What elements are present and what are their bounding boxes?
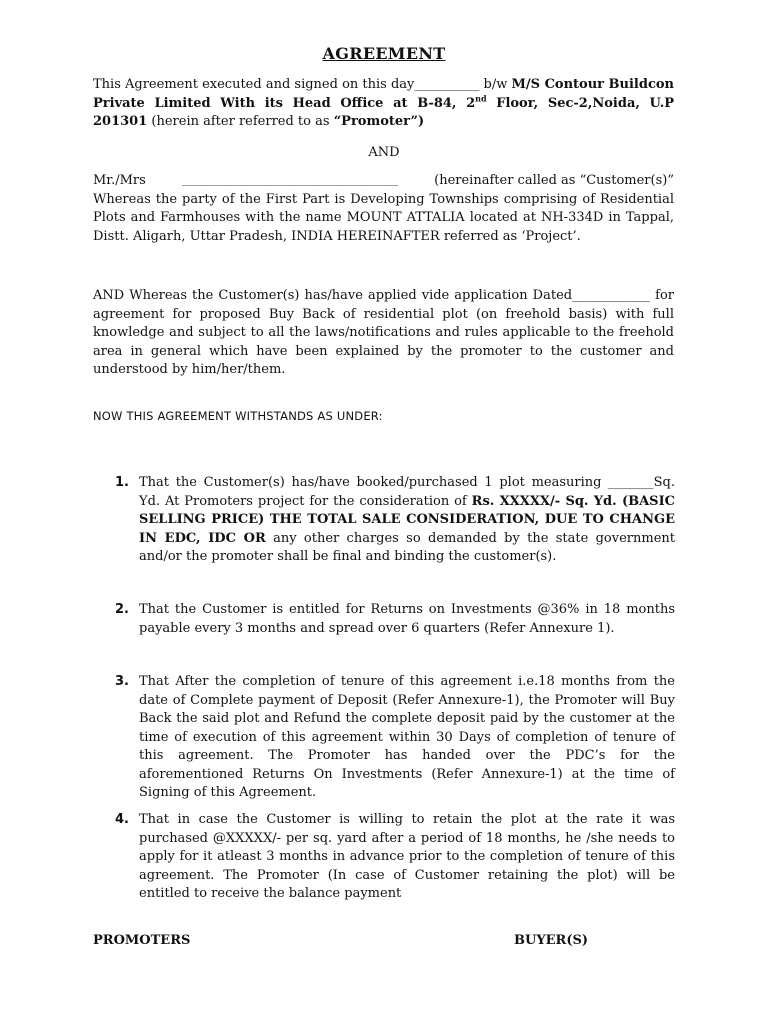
- clause-number: 3.: [115, 674, 129, 689]
- clause-number: 2.: [115, 602, 129, 617]
- customer-text: Whereas the party of the First Part is Developing Townships comprising of Residential Plots and Farmhouses with the name MOUNT ATTALIA located at NH-334D in Tappal, Distt. Aligarh, Uttar Pradesh, INDIA HEREINAFTER referred as ‘Project’.: [93, 191, 674, 244]
- company-name: M/S Contour Buildcon Private Limited With its Head Office at B-84, 2: [93, 77, 674, 111]
- clause-3: [115, 673, 675, 803]
- application-paragraph: AND Whereas the Customer(s) has/have applied vide application Dated____________ for agreement for proposed Buy Back of residential plot (on freehold basis) with full knowledge and subject to all the laws/notifications and rules applicable to the freehold area in general which have been explained by the promoter to the customer and understood by him/her/them.: [93, 288, 674, 377]
- clause-body: That After the completion of tenure of this agreement i.e.18 months from the date of Complete payment of Deposit (Refer Annexure-1), the Promoter will Buy Back the said plot and Refund the complete deposit paid by the customer at the time of execution of this agreement within 30 Days of completion of tenure of this agreement. The Promoter has handed over the PDC’s for the aforementioned Returns On Investments (Refer Annexure-1) at the time of Signing of this Agreement.: [139, 674, 675, 800]
- clause-body: That in case the Customer is willing to retain the plot at the rate it was purchased @XXXXX/- per sq. yard after a period of 18 months, he /she needs to apply for it atleast 3 months in advance prior to the completion of tenure of this agreement. The Promoter (In case of Customer retaining the plot) will be entitled to receive the balance payment: [139, 812, 675, 901]
- mr-label: Mr./Mrs: [93, 173, 146, 188]
- and-separator: AND: [368, 145, 400, 160]
- document-title: AGREEMENT: [322, 44, 446, 63]
- promoters-signature-label: PROMOTERS: [93, 933, 191, 948]
- customer-name-blank: ______________________________________________: [181, 175, 399, 186]
- clause-number: 1.: [115, 475, 129, 490]
- clause-4: [115, 811, 675, 904]
- clause-body: That the Customer is entitled for Returns on Investments @36% in 18 months payable every 3 months and spread over 6 quarters (Refer Annexure 1).: [139, 602, 675, 636]
- intro-prefix: This Agreement executed and signed on this day__________ b/w: [93, 77, 512, 92]
- section-heading: NOW THIS AGREEMENT WITHSTANDS AS UNDER:: [93, 409, 383, 423]
- customer-paragraph: [93, 172, 674, 246]
- intro-suffix: (herein after referred to as: [147, 114, 334, 129]
- clause-1-text: That the Customer(s) has/have booked/purchased 1 plot measuring _______Sq. Yd. At Promoters project for the consideration of: [139, 475, 675, 509]
- clause-1-bold-text: Rs. XXXXX/- Sq. Yd. (BASIC SELLING PRICE) THE TOTAL SALE CONSIDERATION, DUE TO CHANGE IN EDC, IDC OR: [139, 493, 675, 546]
- floor-superscript: nd: [475, 93, 487, 104]
- clause-body: [139, 474, 675, 567]
- customer-called: (hereinafter called as “Customer(s)”: [434, 173, 674, 188]
- customer-line: [93, 172, 674, 191]
- clause-2: [115, 601, 675, 638]
- clause-number: 4.: [115, 812, 129, 827]
- clause-1-text-end: any other charges so demanded by the state government and/or the promoter shall be final and binding the customer(s).: [139, 530, 675, 564]
- promoter-label: “Promoter”): [333, 114, 425, 129]
- buyers-signature-label: BUYER(S): [514, 933, 589, 948]
- company-address: Floor, Sec-2,Noida, U.P 201301: [93, 95, 674, 129]
- intro-paragraph: [93, 76, 674, 132]
- clause-1: [115, 474, 675, 567]
